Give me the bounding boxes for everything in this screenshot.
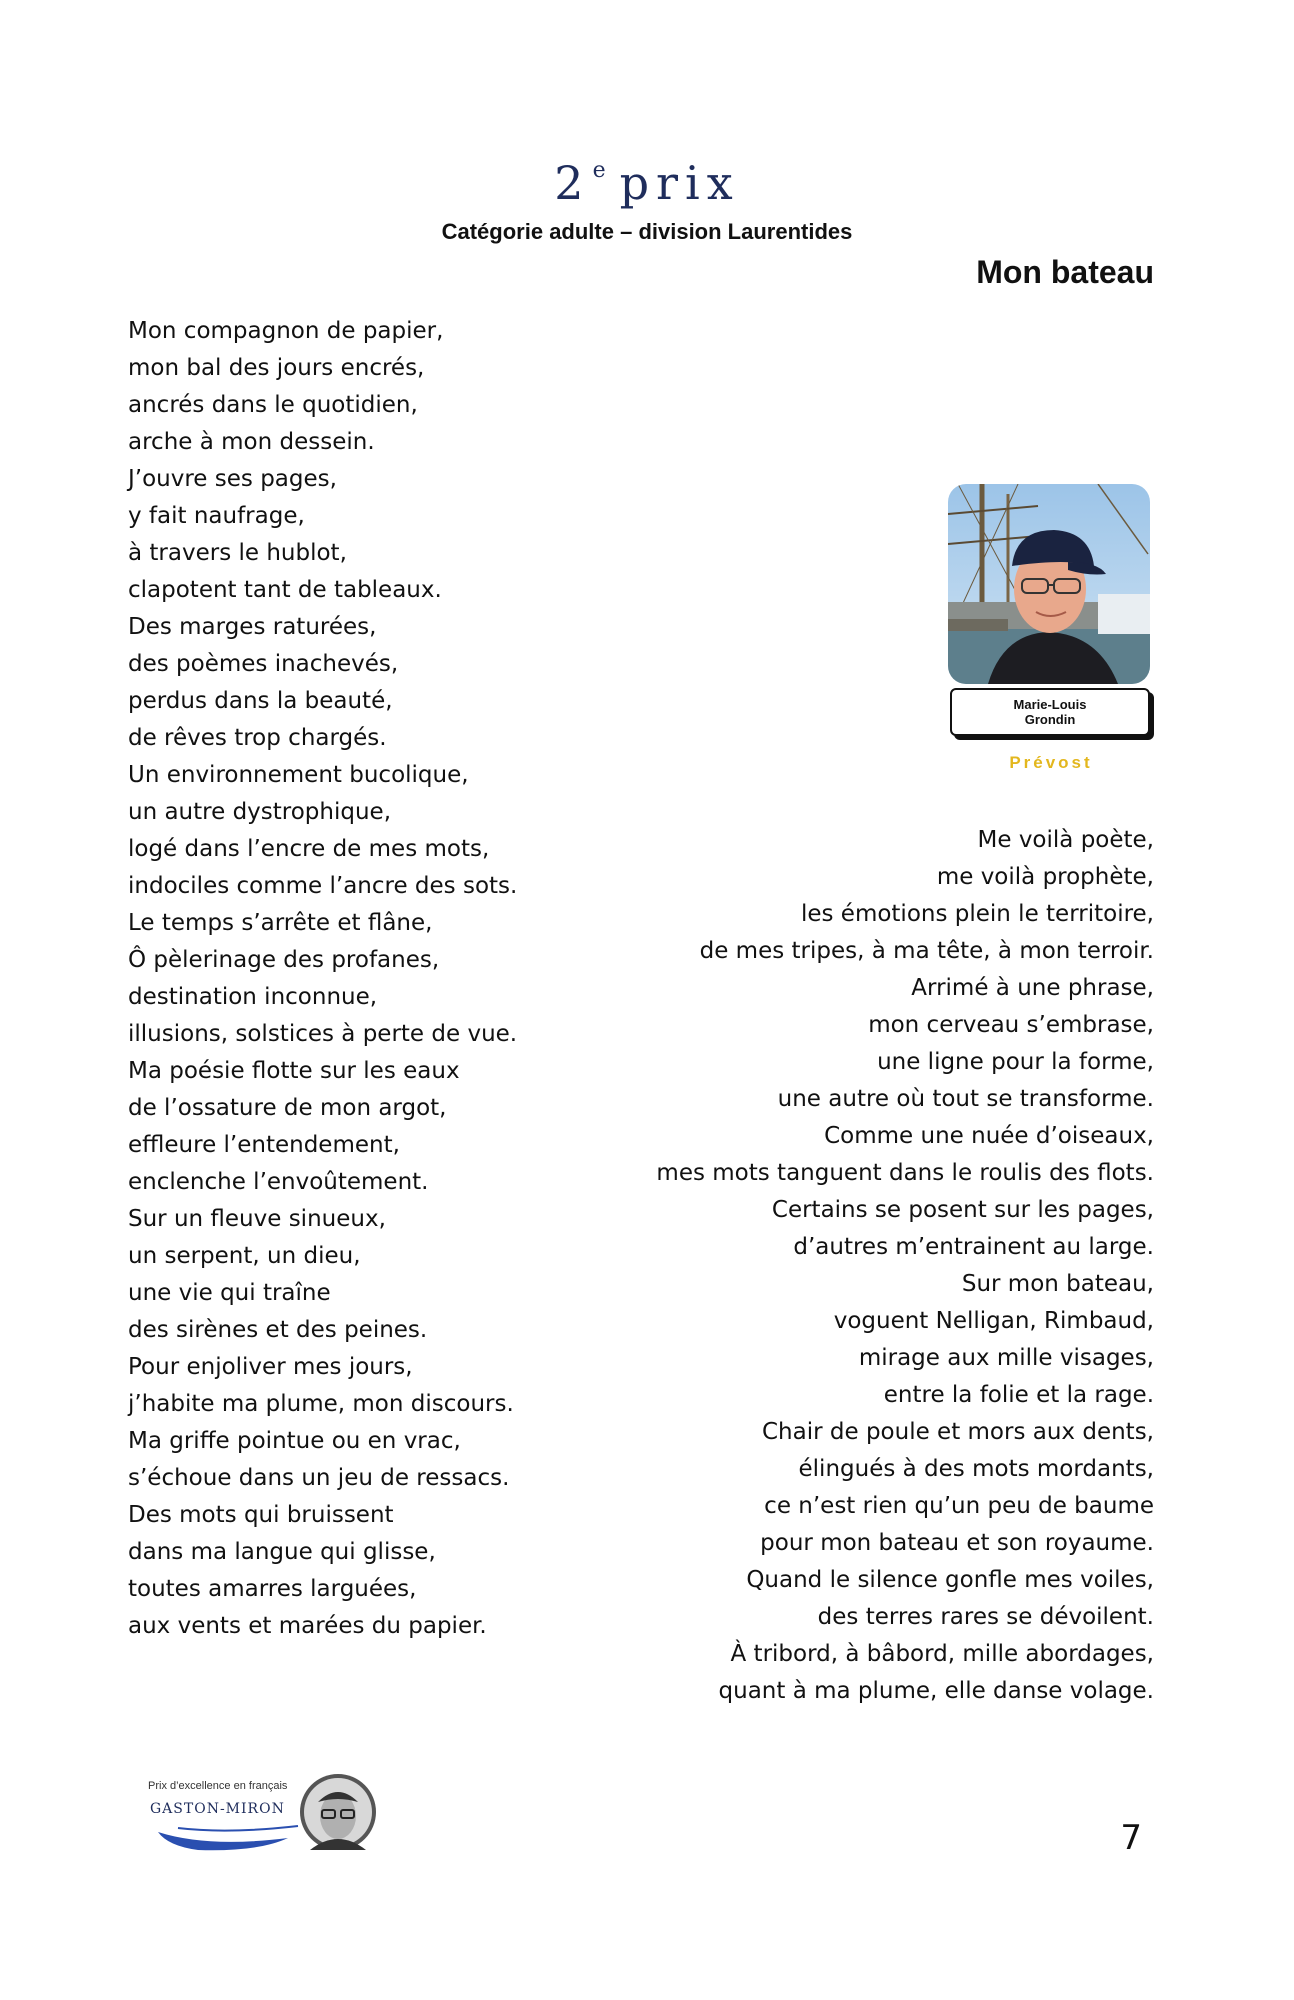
poem-right-line: Arrimé à une phrase,: [911, 975, 1154, 1001]
poem-right-line: une autre où tout se transforme.: [777, 1086, 1154, 1112]
poem-left-line: s’échoue dans un jeu de ressacs.: [128, 1465, 510, 1491]
poem-left-line: Ma poésie flotte sur les eaux: [128, 1058, 460, 1084]
poem-left-line: j’habite ma plume, mon discours.: [128, 1391, 514, 1417]
poem-right-line: À tribord, à bâbord, mille abordages,: [730, 1641, 1154, 1667]
author-photo-illustration: [948, 484, 1150, 684]
author-photo: [948, 484, 1150, 684]
poem-right-line: Comme une nuée d’oiseaux,: [824, 1123, 1154, 1149]
poem-right-line: Quand le silence gonfle mes voiles,: [746, 1567, 1154, 1593]
poem-right-line: des terres rares se dévoilent.: [817, 1604, 1154, 1630]
poem-right-line: d’autres m’entrainent au large.: [793, 1234, 1154, 1260]
poem-right-line: quant à ma plume, elle danse volage.: [718, 1678, 1154, 1704]
poem-left-line: J’ouvre ses pages,: [128, 466, 337, 492]
poem-left-line: Des mots qui bruissent: [128, 1502, 394, 1528]
poem-left-line: un autre dystrophique,: [128, 799, 392, 825]
poem-right-line: les émotions plein le territoire,: [800, 901, 1154, 927]
poem-left-line: enclenche l’envoûtement.: [128, 1169, 429, 1195]
prize-suffix: e: [592, 158, 606, 183]
poem-left-line: Ma griffe pointue ou en vrac,: [128, 1428, 461, 1454]
author-first-name: Marie-Louis: [1013, 697, 1087, 712]
poem-left-line: des poèmes inachevés,: [128, 651, 399, 677]
author-city: Prévost: [1009, 753, 1093, 772]
poem-right-line: de mes tripes, à ma tête, à mon terroir.: [699, 938, 1154, 964]
poem-left-line: mon bal des jours encrés,: [128, 355, 425, 381]
poem-left-line: aux vents et marées du papier.: [128, 1613, 487, 1639]
poem-left-line: une vie qui traîne: [128, 1280, 331, 1306]
page-number: 7: [1120, 1818, 1142, 1858]
poem-left-line: Un environnement bucolique,: [128, 762, 469, 788]
poem-left-line: des sirènes et des peines.: [128, 1317, 428, 1343]
poem-left-line: dans ma langue qui glisse,: [128, 1539, 436, 1565]
poem-left-line: destination inconnue,: [128, 984, 378, 1010]
poem-left-line: y fait naufrage,: [128, 503, 305, 529]
poem-right-line: Certains se posent sur les pages,: [771, 1197, 1154, 1223]
poem-title: Mon bateau: [976, 254, 1154, 290]
poem-right-line: élingués à des mots mordants,: [798, 1456, 1154, 1482]
prize-word: prix: [619, 156, 740, 210]
poem-left-line: indociles comme l’ancre des sots.: [128, 873, 518, 899]
poem-right-line: me voilà prophète,: [936, 864, 1154, 890]
poem-left-line: de l’ossature de mon argot,: [128, 1095, 447, 1121]
poem-left-line: Des marges raturées,: [128, 614, 377, 640]
poem-right-line: Sur mon bateau,: [961, 1271, 1154, 1297]
logo-name: GASTON-MIRON: [150, 1801, 285, 1817]
poem-right-line: mirage aux mille visages,: [858, 1345, 1154, 1371]
poem-left-line: de rêves trop chargés.: [128, 725, 387, 751]
poem-left-line: Sur un fleuve sinueux,: [128, 1206, 386, 1232]
poem-left-line: toutes amarres larguées,: [128, 1576, 417, 1602]
poem-left-line: Ô pèlerinage des profanes,: [128, 947, 440, 973]
poem-right-line: mon cerveau s’embrase,: [868, 1012, 1154, 1038]
poem-left-line: ancrés dans le quotidien,: [128, 392, 418, 418]
poem-left-line: Pour enjoliver mes jours,: [128, 1354, 413, 1380]
poem-right-line: pour mon bateau et son royaume.: [760, 1530, 1154, 1556]
poem-left-line: effleure l’entendement,: [128, 1132, 400, 1158]
poem-right-line: Chair de poule et mors aux dents,: [762, 1419, 1154, 1445]
poem-left-line: logé dans l’encre de mes mots,: [128, 836, 490, 862]
poem-left-line: clapotent tant de tableaux.: [128, 577, 442, 603]
prize-number: 2: [554, 156, 591, 210]
poem-left-line: arche à mon dessein.: [128, 429, 375, 455]
poem-right-column: [514, 822, 1154, 1710]
poem-right-line: entre la folie et la rage.: [883, 1382, 1154, 1408]
poem-right-line: ce n’est rien qu’un peu de baume: [764, 1493, 1154, 1519]
poem-left-line: Mon compagnon de papier,: [128, 318, 444, 344]
poem-left-line: Le temps s’arrête et flâne,: [128, 910, 433, 936]
poem-left-line: à travers le hublot,: [128, 540, 347, 566]
category-subtitle: Catégorie adulte – division Laurentides: [441, 219, 853, 244]
author-name-tag: [950, 688, 1150, 736]
logo-tagline: Prix d’excellence en français: [148, 1780, 288, 1792]
poem-left-line: un serpent, un dieu,: [128, 1243, 361, 1269]
prize-heading: [0, 156, 1294, 210]
poem-left-line: illusions, solstices à perte de vue.: [128, 1021, 518, 1047]
poem-right-line: mes mots tanguent dans le roulis des flots.: [656, 1160, 1154, 1186]
poem-left-line: perdus dans la beauté,: [128, 688, 393, 714]
poem-right-line: voguent Nelligan, Rimbaud,: [833, 1308, 1154, 1334]
poem-right-line: Me voilà poète,: [977, 827, 1154, 853]
poem-right-line: une ligne pour la forme,: [877, 1049, 1154, 1075]
author-last-name: Grondin: [1024, 712, 1076, 727]
